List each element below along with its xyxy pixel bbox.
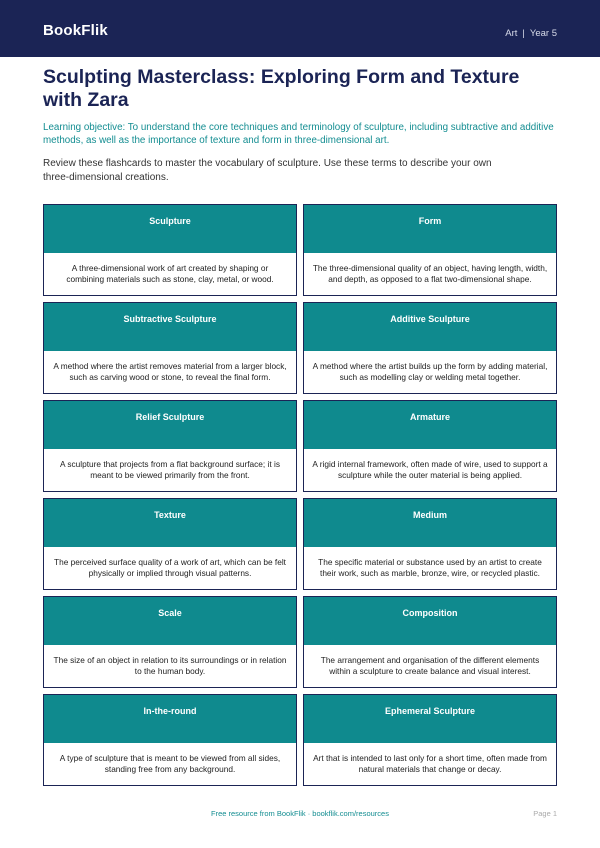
flashcard-definition: The three-dimensional quality of an object, having length, width, and depth, as opposed to a flat two-dimensional shape. (312, 263, 548, 284)
flashcard-definition: A sculpture that projects from a flat background surface; it is meant to be viewed primarily from the front. (60, 459, 280, 480)
flashcard-definition: The arrangement and organisation of the different elements within a sculpture to create balance and visual interest. (320, 655, 540, 676)
flashcard[interactable] (43, 498, 297, 590)
flashcard-definition: A type of sculpture that is meant to be viewed from all sides, standing free from any background. (59, 753, 281, 774)
footer-link[interactable]: Free resource from BookFlik · bookflik.com/resources (211, 809, 389, 818)
flashcard[interactable] (303, 498, 557, 590)
flashcard[interactable] (43, 694, 297, 786)
flashcard-definition: The size of an object in relation to its surroundings or in relation to the human body. (53, 655, 287, 676)
separator: | (522, 28, 525, 39)
flashcard-definition: A method where the artist removes material from a larger block, such as carving wood or stone, to reveal the final form. (53, 361, 287, 382)
flashcard[interactable] (303, 400, 557, 492)
flashcard-definition: A three-dimensional work of art created by shaping or combining materials such as stone, clay, metal, or wood. (66, 263, 274, 284)
learning-objective: Learning objective: To understand the core techniques and terminology of sculpture, including subtractive and additive methods, as well as the importance of texture and form in three-dimensional art. (43, 122, 554, 146)
flashcard-definition: A method where the artist builds up the form by adding material, such as modelling clay or welding metal together. (312, 361, 548, 382)
flashcard[interactable] (303, 596, 557, 688)
flashcard-definition: Art that is intended to last only for a short time, often made from natural materials that change or decay. (313, 753, 547, 774)
flashcard-term: Scale (44, 597, 296, 645)
flashcard[interactable] (303, 302, 557, 394)
intro-text: Review these flashcards to master the vocabulary of sculpture. Use these terms to describe your own three-dimensional creations. (43, 158, 492, 183)
flashcard[interactable] (303, 204, 557, 296)
flashcard-term: Additive Sculpture (304, 303, 556, 351)
header-bar (0, 0, 600, 57)
flashcard-term: Relief Sculpture (44, 401, 296, 449)
flashcard-term: Medium (304, 499, 556, 547)
flashcard-term: In-the-round (44, 695, 296, 743)
flashcard-term: Sculpture (44, 205, 296, 253)
subject-year-label (505, 28, 557, 39)
subject-label: Art (505, 28, 518, 39)
flashcard-term: Texture (44, 499, 296, 547)
flashcard[interactable] (43, 302, 297, 394)
year-label: Year 5 (529, 28, 557, 39)
flashcard-term: Ephemeral Sculpture (304, 695, 556, 743)
flashcard[interactable] (43, 596, 297, 688)
page-title: Sculpting Masterclass: Exploring Form and Texture with Zara (43, 66, 520, 111)
flashcard-definition: The specific material or substance used by an artist to create their work, such as marble, bronze, wire, or recycled plastic. (318, 557, 542, 578)
page-number: Page 1 (533, 809, 557, 818)
flashcard-definition: The perceived surface quality of a work of art, which can be felt physically or implied through visual patterns. (54, 557, 286, 578)
flashcard-term: Armature (304, 401, 556, 449)
flashcard-term: Form (304, 205, 556, 253)
flashcard-term: Composition (304, 597, 556, 645)
flashcard[interactable] (303, 694, 557, 786)
brand-logo-text[interactable]: BookFlik (43, 22, 108, 39)
flashcard-term: Subtractive Sculpture (44, 303, 296, 351)
flashcard-definition: A rigid internal framework, often made of wire, used to support a sculpture while the outer material is being applied. (312, 459, 548, 480)
flashcard[interactable] (43, 204, 297, 296)
flashcard[interactable] (43, 400, 297, 492)
